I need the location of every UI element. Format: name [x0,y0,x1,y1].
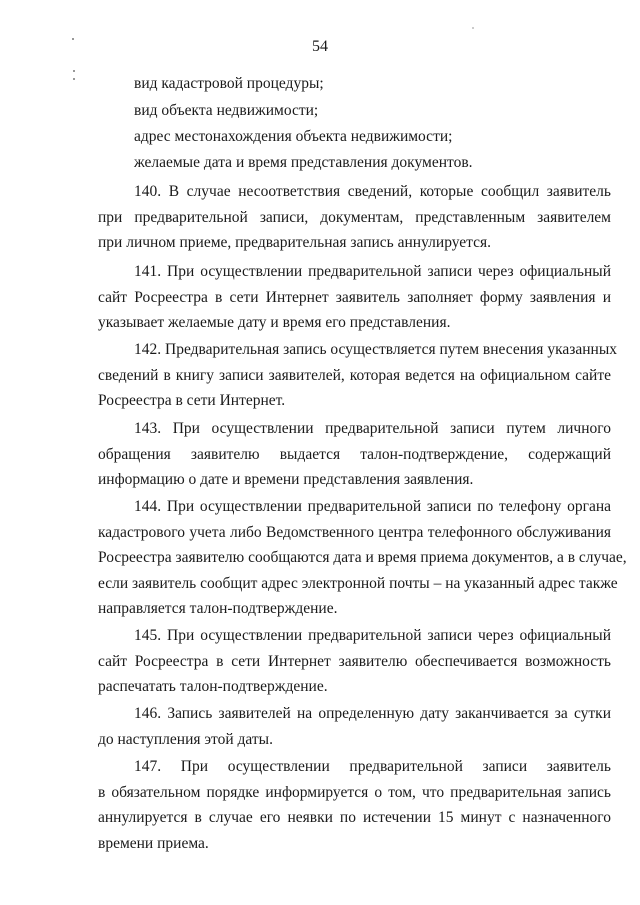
paragraph-line: Росреестра в сети Интернет. [98,392,286,409]
paragraph-141 [98,259,611,336]
paragraph-line: 143. При осуществлении предварительной записи путем личного [134,420,611,437]
paragraph-line: при личном приеме, предварительная запись аннулируется. [98,234,492,251]
paragraph-line: 145. При осуществлении предварительной записи через официальный [134,627,611,644]
paragraph-line: информацию о дате и времени представления заявления. [98,471,474,488]
list-item-object-type: вид объекта недвижимости; [134,102,319,119]
paragraph-line: если заявитель сообщит адрес электронной почты – на указанный адрес также [98,574,618,592]
page-number: 54 [312,38,328,55]
paragraph-143 [98,416,611,493]
paragraph-142 [98,337,617,414]
paragraph-line: в обязательном порядке информируется о том, что предварительная запись [98,783,611,801]
paragraph-line: сайт Росреестра в сети Интернет заявитель заполняет форму заявления и [98,288,611,306]
paragraph-line: сайт Росреестра в сети Интернет заявителю обеспечивается возможность [98,652,611,670]
list-item-procedure-type: вид кадастровой процедуры; [134,75,324,92]
paragraph-line: сведений в книгу записи заявителей, которая ведется на официальном сайте [98,366,611,384]
paragraph-line: времени приема. [98,834,209,852]
paragraph-line: 147. При осуществлении предварительной записи заявитель [134,758,611,775]
paragraph-line: 146. Запись заявителей на определенную дату заканчивается за сутки [134,705,611,722]
paragraph-140 [98,179,611,256]
paragraph-144 [98,494,627,622]
paragraph-line: кадастрового учета либо Ведомственного центра телефонного обслуживания [98,523,611,541]
paragraph-line: до наступления этой даты. [98,730,273,748]
paragraph-line: 141. При осуществлении предварительной записи через официальный [134,263,611,280]
paragraph-line: 142. Предварительная запись осуществляется путем внесения указанных [134,341,617,358]
paragraph-line: указывает желаемые дату и время его представления. [98,314,451,331]
scan-speck [73,78,75,80]
scan-speck [472,27,474,29]
paragraph-line: 140. В случае несоответствия сведений, которые сообщил заявитель [134,183,611,200]
paragraph-line: 144. При осуществлении предварительной записи по телефону органа [134,498,611,515]
paragraph-line: распечатать талон-подтверждение. [98,678,328,695]
paragraph-line: аннулируется в случае его неявки по истечении 15 минут с назначенного [98,809,611,826]
paragraph-145 [98,623,611,700]
scan-speck [73,70,75,72]
paragraph-146 [98,701,611,752]
paragraph-line: Росреестра заявителю сообщаются дата и время приема документов, а в случае, [98,549,627,566]
paragraph-line: направляется талон-подтверждение. [98,600,338,617]
paragraph-line: при предварительной записи, документам, представленным заявителем [98,208,611,226]
list-item-object-address: адрес местонахождения объекта недвижимости; [134,128,453,145]
paragraph-line: обращения заявителю выдается талон-подтверждение, содержащий [98,445,611,463]
paragraph-147 [98,754,611,856]
list-item-desired-datetime: желаемые дата и время представления документов. [134,154,473,171]
